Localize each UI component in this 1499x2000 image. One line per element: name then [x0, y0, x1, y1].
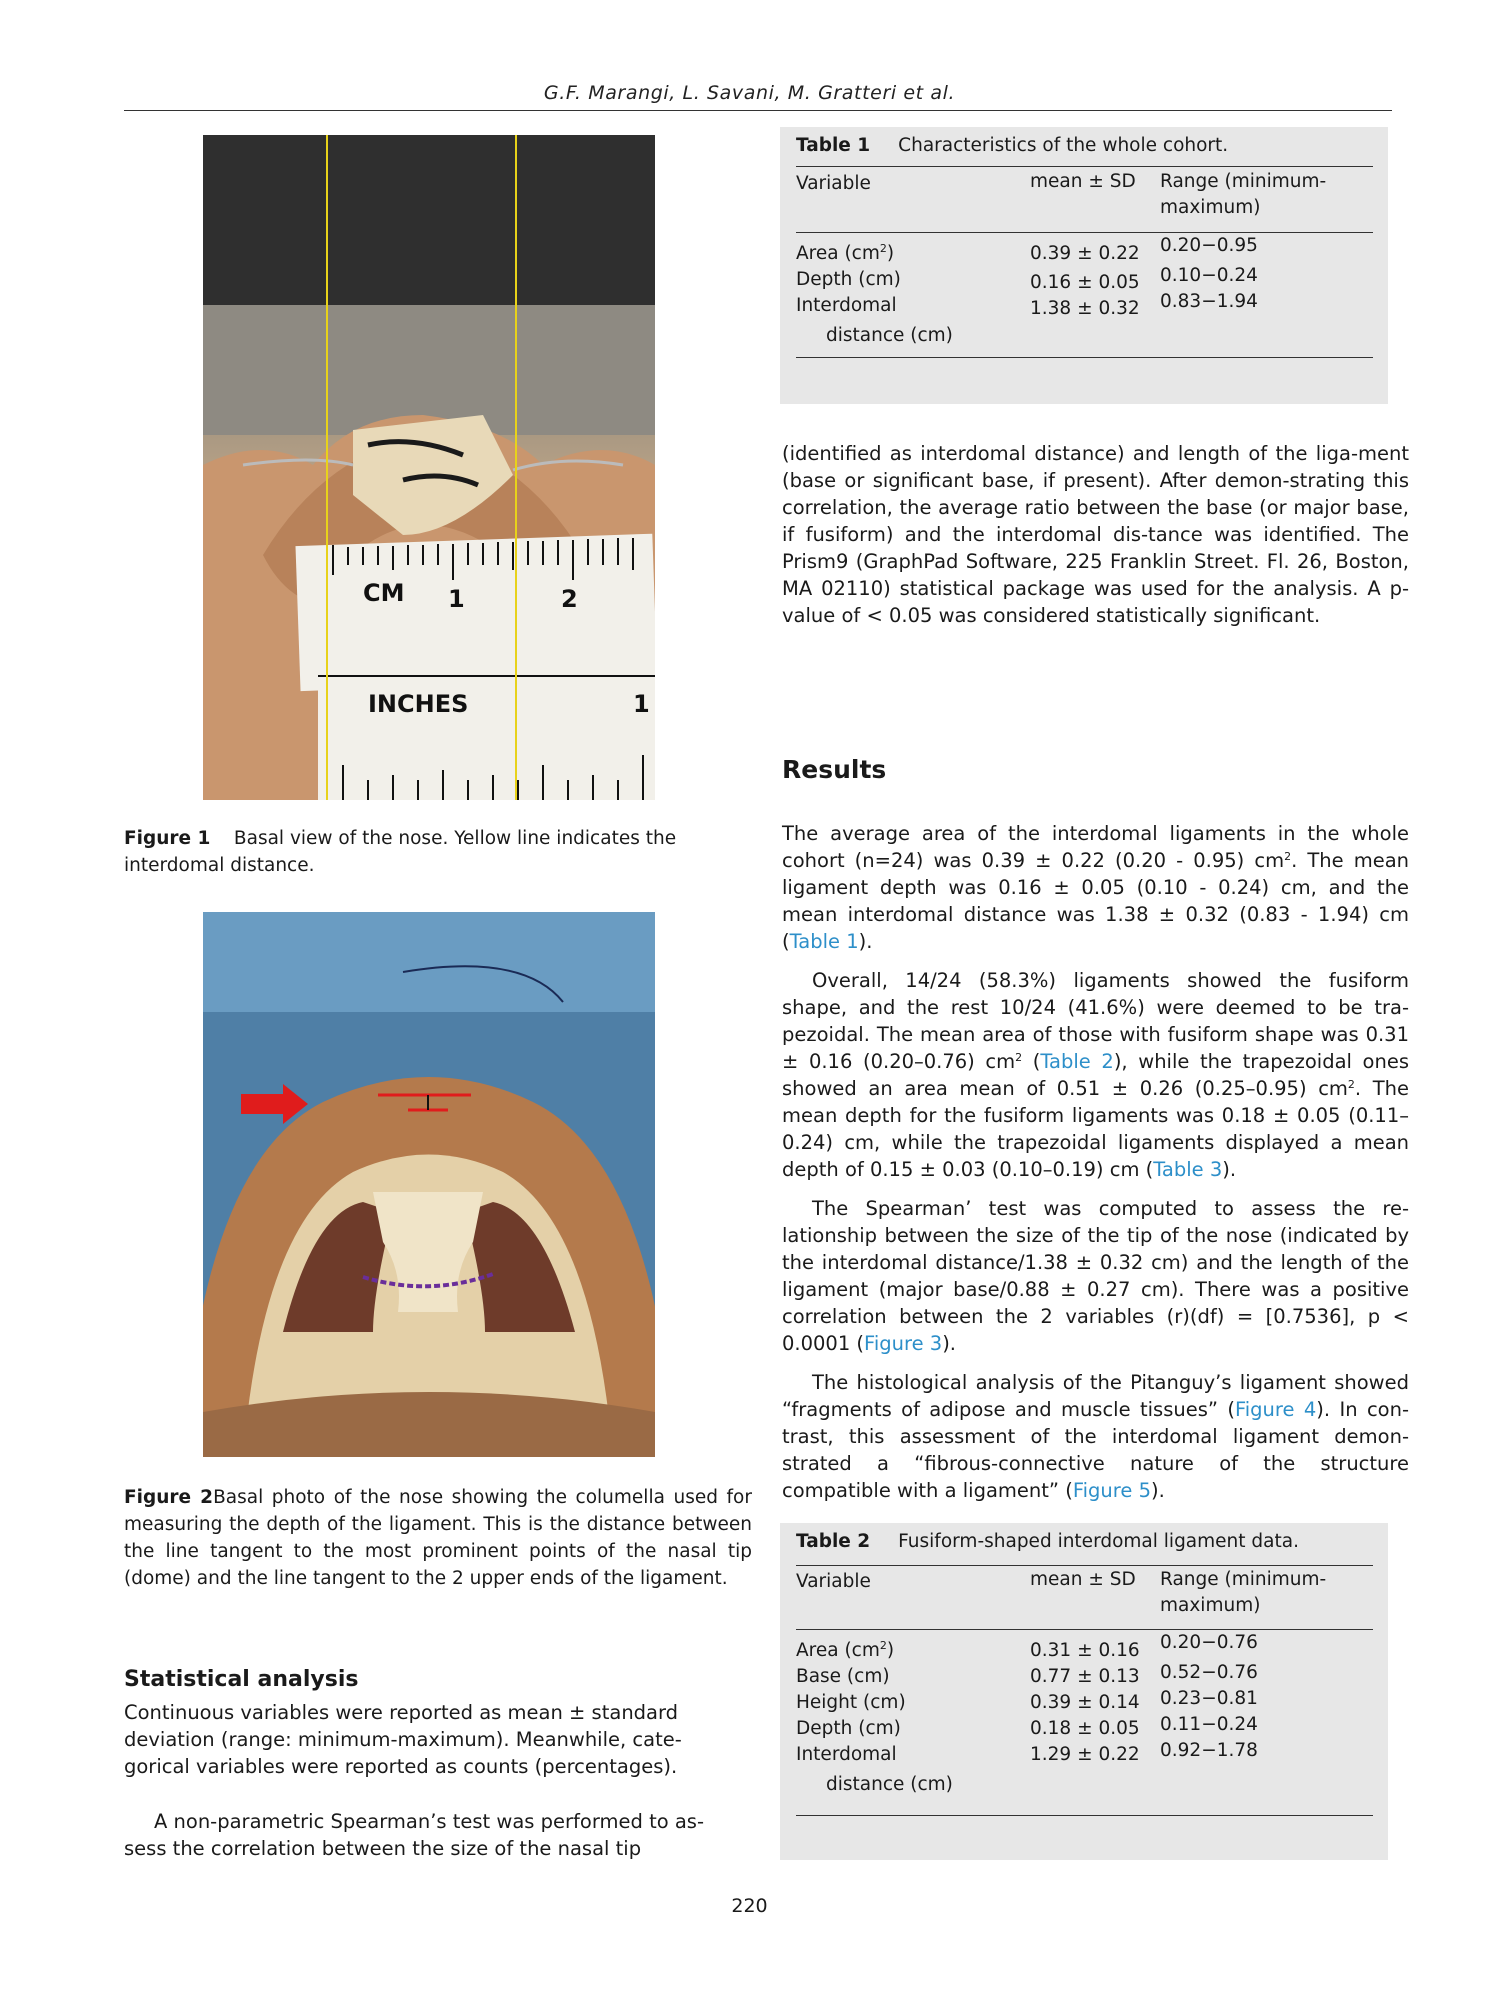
table-1-header-range-1: Range (minimum-	[1160, 171, 1327, 192]
table-1-variable: distance (cm)	[826, 325, 953, 346]
table-1-mean: 0.16 ± 0.05	[1030, 272, 1140, 293]
figure-2-caption	[124, 1484, 752, 1592]
table-2-title	[796, 1531, 1299, 1552]
table-1	[780, 127, 1388, 404]
table-2-variable: Height (cm)	[796, 1692, 906, 1713]
table-2-header-variable: Variable	[796, 1571, 871, 1592]
table-2-header-range-1: Range (minimum-	[1160, 1569, 1327, 1590]
table-2-variable: Depth (cm)	[796, 1718, 901, 1739]
table-2-mean: 0.77 ± 0.13	[1030, 1666, 1140, 1687]
results-para-2: Overall, 14/24 (58.3%) ligaments showed the fusiform shape, and the rest 10/24 (41.6%) were deemed to be tra-pezoidal. The mean area of those with fusiform shape was 0.31 ± 0.16 (0.20–0.76) $cm^2$ (Table 2), while the trapezoidal ones showed an area mean of 0.51 ± 0.26 (0.25–0.95) $cm^2$. The mean depth for the fusiform ligaments was 0.18 ± 0.05 (0.11–0.24) cm, while the trapezoidal ligaments displayed a mean depth of 0.15 ± 0.03 (0.10–0.19) cm (Table 3).	[782, 969, 1410, 1181]
ruler-inches-label: INCHES	[368, 690, 469, 718]
results-para-1: The average area of the interdomal ligaments in the whole cohort (n=24) was 0.39 ± 0.22 (0.20 - 0.95) $cm^2$. The mean ligament depth was 0.16 ± 0.05 (0.10 - 0.24) cm, and the mean interdomal distance was 1.38 ± 0.32 (0.83 - 1.94) cm (Table 1).	[782, 822, 1410, 953]
table-2-range: 0.11−0.24	[1160, 1714, 1258, 1735]
figure-1-caption	[124, 825, 710, 879]
page-number: 220	[731, 1895, 768, 1917]
table-1-label: Table 1	[796, 135, 871, 156]
table-1-means	[1030, 241, 1140, 322]
ruler-tick-2: 2	[561, 585, 578, 613]
figure-5-link[interactable]: Figure 5	[1072, 1479, 1151, 1502]
table-2-variable: Base (cm)	[796, 1666, 890, 1687]
figure-1-caption-text: Basal view of the nose. Yellow line indicates the interdomal distance.	[124, 828, 677, 876]
table-2-header-range-2: maximum)	[1160, 1595, 1261, 1616]
table-1-link[interactable]: Table 1	[789, 930, 859, 953]
table-2-mean: 0.31 ± 0.16	[1030, 1640, 1140, 1661]
figure-1-photo	[203, 135, 655, 800]
results-heading: Results	[782, 755, 887, 784]
figure-3-link[interactable]: Figure 3	[864, 1332, 943, 1355]
table-2-variable: distance (cm)	[826, 1774, 953, 1795]
table-1-mean: 1.38 ± 0.32	[1030, 298, 1140, 319]
table-1-variable: Area $(cm^2)$	[796, 242, 895, 264]
table-1-range: 0.20−0.95	[1160, 235, 1258, 256]
table-1-ranges	[1160, 233, 1258, 315]
figure-4-link[interactable]: Figure 4	[1234, 1398, 1317, 1421]
table-2-range: 0.52−0.76	[1160, 1662, 1258, 1683]
table-2-means	[1030, 1638, 1140, 1768]
table-2-ranges	[1160, 1630, 1258, 1764]
figure-1-label: Figure 1	[124, 828, 211, 849]
table-1-variable: Interdomal	[796, 295, 897, 316]
statistical-analysis-para-3: (identified as interdomal distance) and length of the liga-ment (base or significant base, if present). After demon-strating this correlation, the average ratio between the base (or major base, if fusiform) and the interdomal dis-tance was identified. The Prism9 (GraphPad Software, 225 Franklin Street. Fl. 26, Boston, MA 02110) statistical package was used for the analysis. A p-value of < 0.05 was considered statistically significant.	[782, 442, 1409, 627]
table-2-range: 0.92−1.78	[1160, 1740, 1258, 1761]
table-2-mean: 0.39 ± 0.14	[1030, 1692, 1140, 1713]
table-1-header-mean: mean ± SD	[1030, 171, 1136, 192]
table-2-range: 0.23−0.81	[1160, 1688, 1258, 1709]
table-1-range: 0.10−0.24	[1160, 265, 1258, 286]
table-1-title-text: Characteristics of the whole cohort.	[898, 135, 1229, 156]
table-2-mean: 1.29 ± 0.22	[1030, 1744, 1140, 1765]
table-2-header-mean: mean ± SD	[1030, 1569, 1136, 1590]
table-1-mean: 0.39 ± 0.22	[1030, 243, 1140, 264]
table-1-title	[796, 135, 1228, 156]
figure-2-caption-text: Basal photo of the nose showing the columella used for measuring the depth of the ligament. This is the distance between the line tangent to the most prominent points of the nasal tip (dome) and the line tangent to the 2 upper ends of the ligament.	[124, 1487, 752, 1589]
table-3-link[interactable]: Table 3	[1153, 1158, 1223, 1181]
table-1-header-range-2: maximum)	[1160, 197, 1261, 218]
table-2-variable: Interdomal	[796, 1744, 897, 1765]
table-2-variables	[796, 1638, 953, 1798]
table-2-range: 0.20−0.76	[1160, 1632, 1258, 1653]
table-1-header-variable: Variable	[796, 173, 871, 194]
figure-2-photo	[203, 912, 655, 1457]
table-1-variable: Depth (cm)	[796, 269, 901, 290]
ruler-tick-1: 1	[448, 585, 465, 613]
ruler-inch-tick-1: 1	[633, 690, 650, 718]
results-para-3: The Spearman’ test was computed to assess the re-lationship between the size of the tip of the nose (indicated by the interdomal distance/1.38 ± 0.32 cm) and the length of the ligament (major base/0.88 ± 0.27 cm). There was a positive correlation between the 2 variables (r)(df) = [0.7536], p < 0.0001 (Figure 3).	[782, 1197, 1409, 1355]
running-header: G.F. Marangi, L. Savani, M. Gratteri et al.	[543, 82, 956, 104]
table-1-variables	[796, 241, 953, 349]
table-2-link[interactable]: Table 2	[1040, 1050, 1114, 1073]
statistical-analysis-heading: Statistical analysis	[124, 1667, 359, 1692]
results-para-4: The histological analysis of the Pitanguy’s ligament showed “fragments of adipose and muscle tissues” (Figure 4). In con- trast, this assessment of the interdomal ligament demon-strated a “fibrous-connective nature of the structure compatible with a ligament” (Figure 5).	[782, 1371, 1409, 1502]
table-2-variable: Area $(cm^2)$	[796, 1639, 895, 1661]
statistical-analysis-para-1: Continuous variables were reported as mean ± standard deviation (range: minimum-maximum). Meanwhile, cate-gorical variables were reported as counts (percentages).	[124, 1701, 682, 1778]
table-2-mean: 0.18 ± 0.05	[1030, 1718, 1140, 1739]
ruler-cm-label: CM	[363, 579, 405, 607]
table-1-range: 0.83−1.94	[1160, 291, 1258, 312]
statistical-analysis-para-2: A non-parametric Spearman’s test was performed to as-sess the correlation between the size of the nasal tip	[124, 1810, 704, 1860]
header-rule	[124, 110, 1392, 111]
results-body	[782, 820, 1409, 1516]
table-2-title-text: Fusiform-shaped interdomal ligament data.	[898, 1531, 1299, 1552]
table-2	[780, 1523, 1388, 1860]
table-2-label: Table 2	[796, 1531, 871, 1552]
figure-2-label: Figure 2	[124, 1487, 214, 1508]
